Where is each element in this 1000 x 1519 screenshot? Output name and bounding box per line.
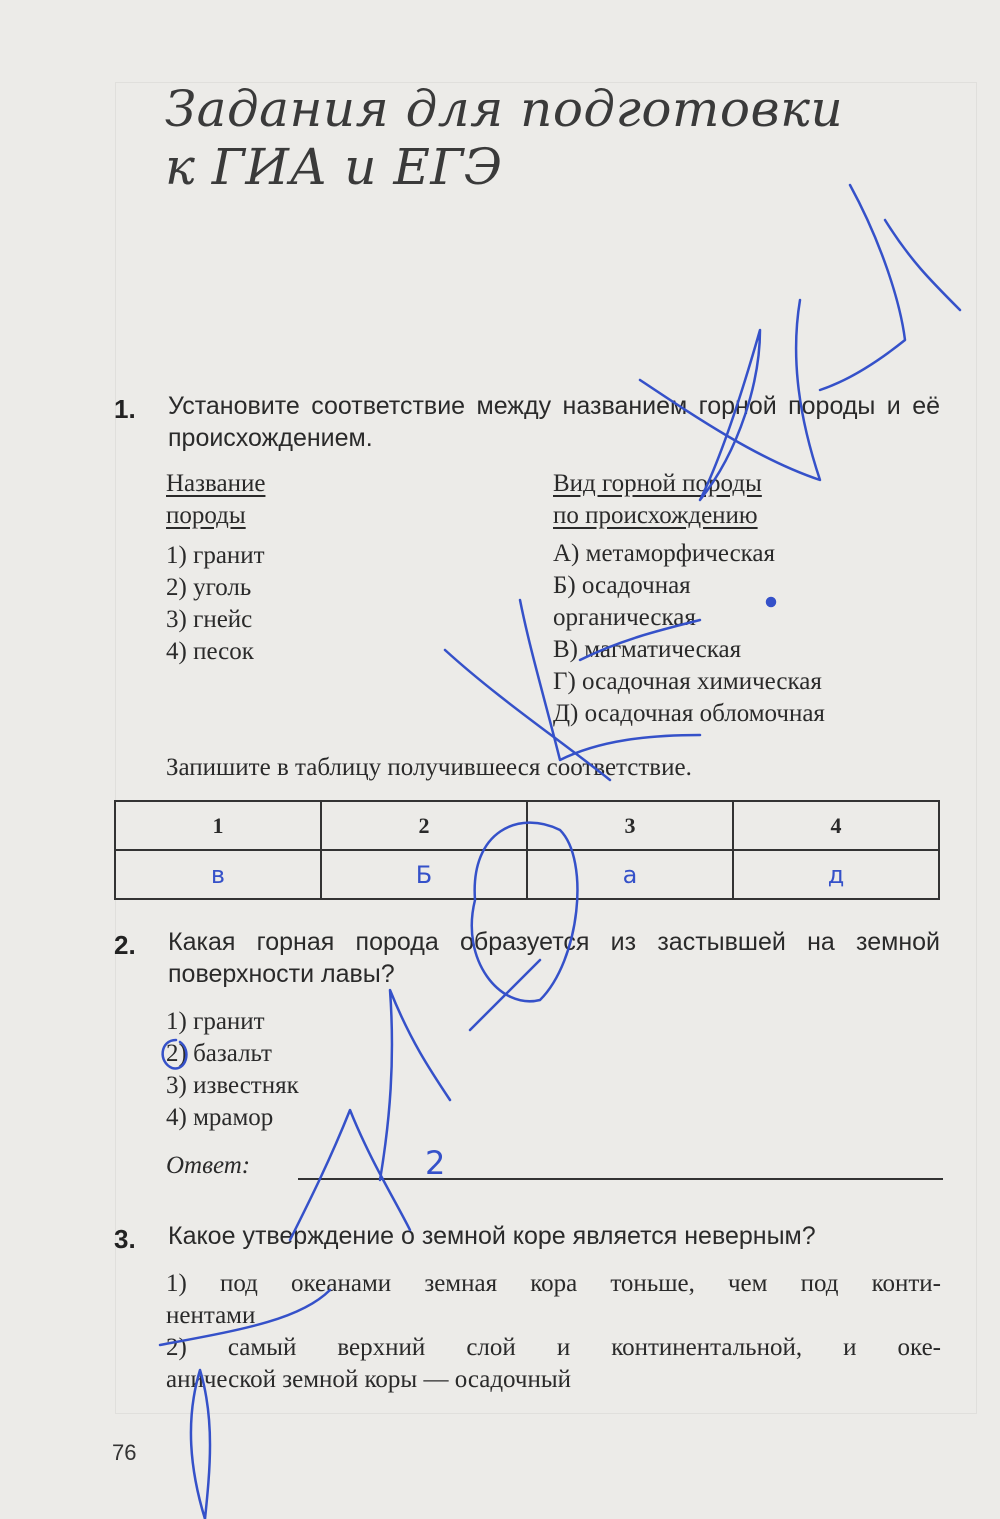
answer-table-header-row [115,801,939,850]
answer-cell[interactable] [527,850,733,899]
answer-cell[interactable] [115,850,321,899]
q3-option-1-line-2: нентами [166,1302,256,1329]
origin-item-g: Г) осадочная химическая [553,668,822,695]
question-1-text: Установите соответствие между названием горной породы и её происхождением. [168,392,940,452]
origin-item-b-cont: органическая [553,604,696,631]
right-column-header-1: Вид горной породы [553,470,762,497]
answer-table-header-cell: 3 [527,801,733,850]
answer-label: Ответ: [166,1152,251,1179]
rock-item-2: 2) уголь [166,574,252,601]
rock-item-1: 1) гранит [166,542,265,569]
handwritten-answer: а [622,860,638,889]
q3-option-2-line-1[interactable]: 2) самый верхний слой и континентальной, и оке- [166,1334,941,1361]
q3-option-1-line-1[interactable]: 1) под океанами земная кора тоньше, чем под конти- [166,1270,941,1297]
origin-item-d: Д) осадочная обломочная [553,700,825,727]
left-column-header-1: Название [166,470,266,497]
question-2-text: Какая горная порода образуется из застывшей на земной поверхности лавы? [168,928,940,988]
handwritten-answer: Б [415,860,433,889]
answer-table [114,800,940,900]
q3-option-2-line-2: анической земной коры — осадочный [166,1366,572,1393]
table-instruction: Запишите в таблицу получившееся соответствие. [166,754,692,781]
origin-item-v: В) магматическая [553,636,742,663]
handwritten-answer: д [827,860,845,889]
q2-option-4[interactable]: 4) мрамор [166,1104,274,1131]
answer-table-header-cell: 2 [321,801,527,850]
title-line-1: Задания для подготовки [165,80,844,138]
question-1-number: 1. [114,394,136,424]
question-3-number: 3. [114,1224,136,1254]
rock-item-3: 3) гнейс [166,606,253,633]
answer-table-header-cell: 1 [115,801,321,850]
answer-input-line[interactable] [298,1178,943,1180]
question-2-number: 2. [114,930,136,960]
right-column-header-2: по происхождению [553,502,758,529]
origin-item-b: Б) осадочная [553,572,691,599]
rock-item-4: 4) песок [166,638,254,665]
handwritten-answer: в [210,860,226,889]
q2-option-2[interactable]: 2) базальт [166,1040,272,1067]
answer-cell[interactable] [321,850,527,899]
q2-option-1[interactable]: 1) гранит [166,1008,265,1035]
page-title [165,80,843,196]
origin-item-a: А) метаморфическая [553,540,776,567]
page-frame [115,82,977,1414]
question-3-text: Какое утверждение о земной коре является неверным? [168,1222,816,1250]
answer-table-answer-row [115,850,939,899]
answer-cell[interactable] [733,850,939,899]
answer-table-header-cell: 4 [733,801,939,850]
title-line-2: к ГИА и ЕГЭ [165,138,503,196]
page-number: 76 [112,1440,137,1465]
handwritten-answer-value: 2 [425,1144,446,1182]
left-column-header-2: породы [166,502,246,529]
q2-option-3[interactable]: 3) известняк [166,1072,299,1099]
